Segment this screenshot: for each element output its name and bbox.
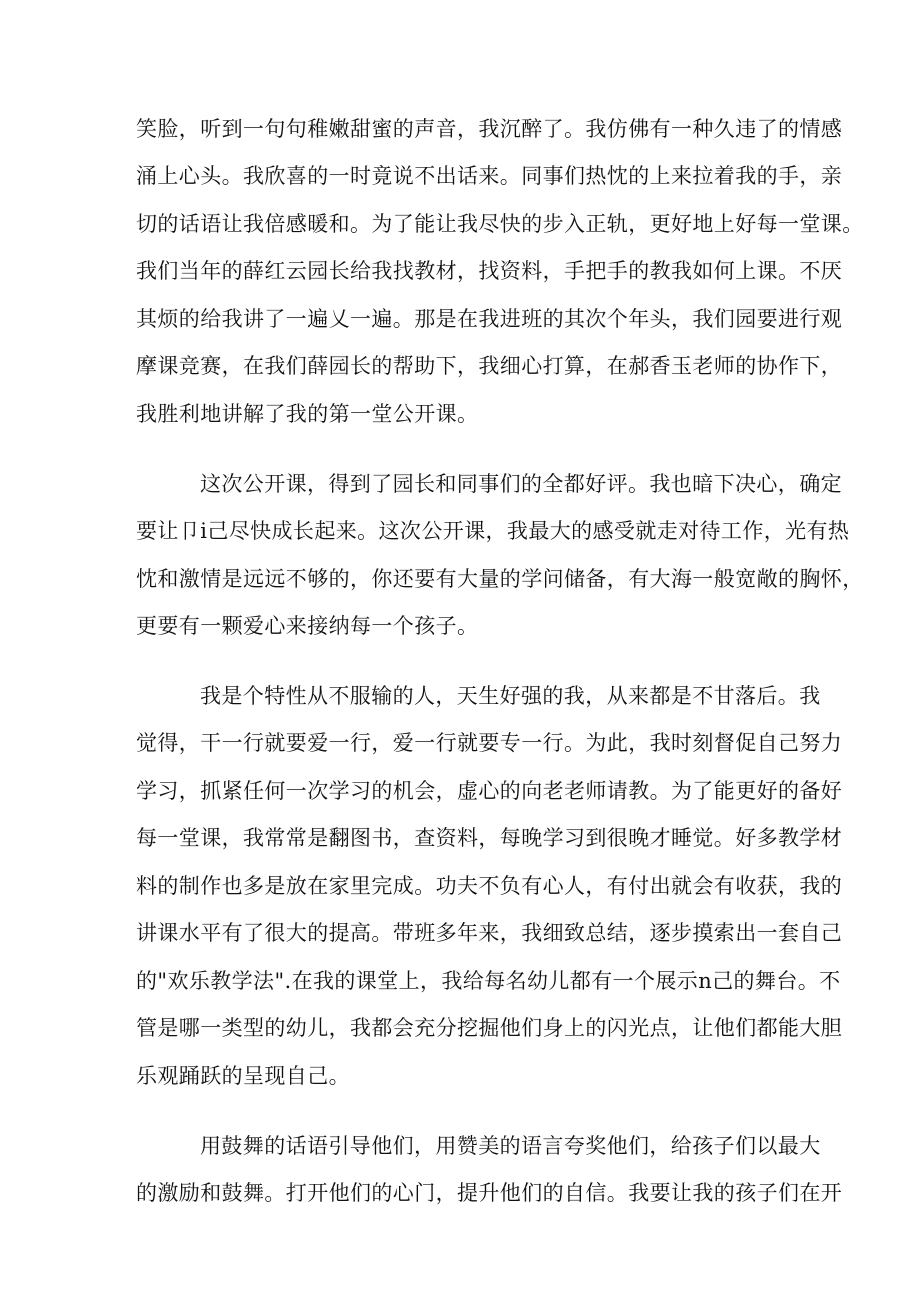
text-line: 料的制作也多是放在家里完成。功夫不负有心人，有付出就会有收获，我的 [136, 874, 843, 898]
text-line: 这次公开课，得到了园长和同事们的全都好评。我也暗下决心，确定 [200, 472, 842, 496]
text-line: 觉得，干一行就要爱一行，爱一行就要专一行。为此，我时刻督促自己努力 [136, 731, 843, 755]
text-line: 乐观踊跃的呈现自己。 [136, 1064, 350, 1088]
text-line: 用鼓舞的话语引导他们，用赞美的语言夸奖他们，给孩子们以最大 [200, 1134, 821, 1158]
text-line: 笑脸，听到一句句稚嫩甜蜜的声音，我沉醉了。我仿佛有一种久违了的情感 [136, 117, 843, 141]
text-line: 更要有一颗爱心来接纳每一个孩子。 [136, 614, 479, 638]
text-line: 学习，抓紧任何一次学习的机会，虚心的向老老师请教。为了能更好的备好 [136, 779, 843, 803]
text-line: 其烦的给我讲了一遍乂一遍。那是在我进班的其次个年头，我们园要进行观 [136, 307, 843, 331]
text-line: 切的话语让我倍感暖和。为了能让我尽快的步入正轨，更好地上好每一堂课。 [136, 212, 864, 236]
text-line: 要让卩i己尽快成长起来。这次公开课，我最大的感受就走对待工作，光有热 [136, 519, 850, 543]
text-line: 我是个特性从不服输的人，天生好强的我，从来都是不甘落后。我 [200, 684, 821, 708]
text-line: 的"欢乐教学法".在我的课堂上，我给每名幼儿都有一个展示n己的舞台。不 [136, 969, 841, 993]
text-line: 管是哪一类型的幼儿，我都会充分挖掘他们身上的闪光点，让他们都能大胆 [136, 1016, 843, 1040]
text-line: 我们当年的薛红云园长给我找教材，找资料，手把手的教我如何上课。不厌 [136, 259, 843, 283]
text-line: 每一堂课，我常常是翻图书，查资料，每晚学习到很晚才睡觉。好多教学材 [136, 826, 843, 850]
text-line: 摩课竞赛，在我们薛园长的帮助下，我细心打算，在郝香玉老师的协作下， [136, 354, 843, 378]
text-line: 我胜利地讲解了我的第一堂公开课。 [136, 402, 479, 426]
text-line: 讲课水平有了很大的提高。带班多年来，我细致总结，逐步摸索出一套自己 [136, 921, 843, 945]
text-line: 的激励和鼓舞。打开他们的心门，提升他们的自信。我要让我的孩子们在开 [136, 1181, 843, 1205]
text-line: 忱和激情是远远不够的，你还要有大量的学问储备，有大海一般宽敞的胸怀， [136, 567, 864, 591]
text-line: 涌上心头。我欣喜的一时竟说不出话来。同事们热忱的上来拉着我的手，亲 [136, 164, 843, 188]
